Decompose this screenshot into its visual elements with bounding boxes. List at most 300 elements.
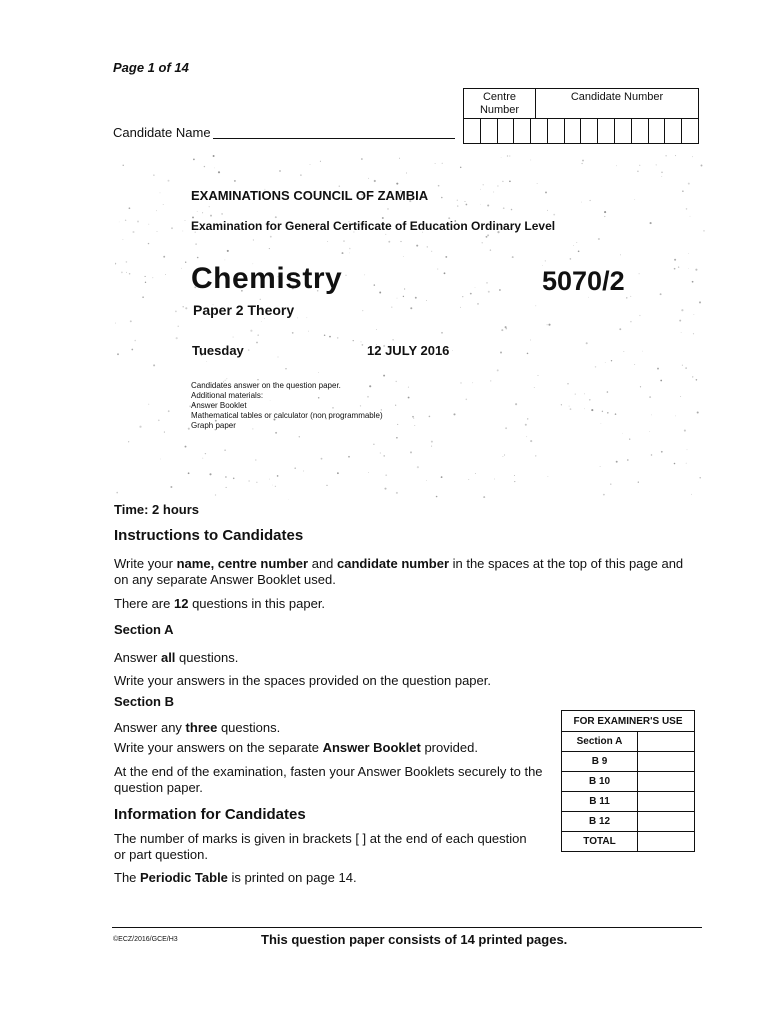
speckle-dot [468,479,469,480]
speckle-dot [387,208,388,209]
speckle-dot [584,394,585,395]
text-run: questions. [217,720,281,735]
section-a-heading: Section A [114,622,174,637]
text-run: questions. [175,650,239,665]
speckle-dot [584,408,585,409]
speckle-dot [308,331,309,332]
speckle-dot [460,167,461,168]
examiner-row-label: TOTAL [562,832,638,852]
speckle-dot [275,486,276,487]
speckle-dot [261,321,262,322]
examiner-row-label: B 11 [562,792,638,812]
examiner-row-label: B 12 [562,812,638,832]
speckle-dot [573,245,574,246]
speckle-dot [629,438,630,439]
speckle-dot [649,396,651,398]
speckle-dot [502,181,503,182]
speckle-dot [570,408,572,410]
speckle-dot [373,444,374,445]
speckle-dot [682,191,683,192]
speckle-dot [303,471,304,472]
speckle-dot [145,276,146,277]
speckle-dot [634,364,635,365]
speckle-dot [441,332,443,334]
speckle-dot [548,324,550,326]
speckle-dot [470,293,472,295]
speckle-dot [264,318,265,319]
speckle-dot [294,467,296,469]
speckle-dot [404,288,405,289]
speckle-dot [130,320,132,322]
examiner-table-title: FOR EXAMINER'S USE [562,711,695,732]
speckle-dot [374,180,376,182]
speckle-dot [576,242,577,243]
speckle-dot [310,164,311,165]
speckle-dot [500,351,502,353]
speckle-dot [488,291,490,293]
speckle-dot [353,340,354,341]
speckle-dot [438,185,440,187]
speckle-dot [692,376,693,377]
speckle-dot [582,160,584,162]
speckle-dot [503,207,505,209]
speckle-dot [548,476,549,477]
speckle-dot [368,178,369,179]
speckle-dot [184,220,185,221]
speckle-dot [545,191,547,193]
speckle-dot [530,440,532,442]
speckle-dot [472,382,473,383]
speckle-dot [176,337,178,339]
speckle-dot [493,192,494,193]
speckle-dot [131,349,133,351]
speckle-dot [610,483,611,484]
bold-run: Answer Booklet [322,740,421,755]
speckle-dot [171,227,173,229]
speckle-dot [129,207,131,209]
speckle-dot [257,334,259,336]
speckle-dot [537,183,538,184]
speckle-dot [426,300,427,301]
materials-line: Answer Booklet [191,401,247,410]
speckle-dot [686,463,687,464]
speckle-dot [227,250,229,252]
speckle-dot [436,496,438,498]
speckle-dot [153,364,155,366]
speckle-dot [121,272,123,274]
speckle-dot [306,317,307,318]
speckle-dot [431,446,432,447]
speckle-dot [530,160,531,161]
bold-run: name, centre number [176,556,309,571]
speckle-dot [692,281,694,283]
exam-level: Examination for General Certificate of Education Ordinary Level [191,219,556,233]
speckle-dot [417,466,419,468]
speckle-dot [595,366,596,367]
speckle-dot [445,256,447,258]
speckle-dot [697,411,699,413]
speckle-dot [429,416,431,418]
examiner-mark-cell [638,812,695,832]
speckle-dot [123,165,124,166]
council-name: EXAMINATIONS COUNCIL OF ZAMBIA [191,188,429,203]
speckle-dot [475,287,476,288]
speckle-dot [403,296,404,297]
speckle-dot [490,380,491,381]
number-cell [565,119,582,143]
speckle-dot [233,478,235,480]
speckle-dot [288,499,289,500]
candidate-number-label: Candidate Number [570,91,664,103]
speckle-dot [385,234,386,235]
speckle-dot [656,164,657,165]
speckle-dot [384,488,386,490]
speckle-dot [415,297,417,299]
speckle-dot [501,157,502,158]
page-label: Page 1 of 14 [113,60,189,75]
speckle-dot [221,213,223,215]
speckle-dot [604,216,605,217]
speckle-dot [642,351,643,352]
speckle-dot [505,427,507,429]
speckle-dot [480,189,481,190]
speckle-dot [156,210,157,211]
speckle-dot [699,477,700,478]
speckle-dot [639,273,640,274]
speckle-dot [649,431,650,432]
text-run: in the spaces at the top of this page and on any separate Answer Booklet used. [114,556,684,587]
examiner-row-label: B 9 [562,752,638,772]
speckle-dot [234,180,236,182]
speckle-dot [507,155,508,156]
speckle-dot [225,260,226,261]
speckle-dot [383,455,385,457]
speckle-dot [324,334,326,336]
speckle-dot [297,317,298,318]
speckle-dot [604,211,606,213]
speckle-dot [623,351,624,352]
speckle-dot [598,238,600,240]
speckle-dot [395,381,396,382]
speckle-dot [321,458,323,460]
speckle-dot [195,243,197,245]
speckle-dot [616,165,617,166]
speckle-dot [318,372,319,373]
speckle-dot [164,432,165,433]
speckle-dot [525,424,527,426]
instructions-heading: Instructions to Candidates [114,527,304,544]
speckle-dot [253,239,254,240]
speckle-dot [661,172,663,174]
speckle-dot [686,208,688,210]
bold-run: Periodic Table [140,870,228,885]
speckle-dot [134,340,136,342]
speckle-dot [115,263,116,265]
materials-line: Graph paper [191,421,236,430]
speckle-dot [480,204,481,205]
speckle-dot [699,301,701,303]
number-cell [682,119,698,143]
speckle-dot [457,205,458,206]
speckle-dot [277,475,279,477]
candidate-name-field [113,125,455,140]
number-cell [514,119,531,143]
speckle-dot [129,273,131,275]
speckle-dot [527,353,529,355]
speckle-dot [327,241,328,242]
speckle-dot [680,396,681,397]
speckle-dot [148,243,149,244]
speckle-dot [607,391,609,393]
speckle-dot [483,496,485,498]
speckle-dot [431,441,433,443]
speckle-dot [512,256,514,258]
speckle-dot [278,357,279,358]
speckle-dot [535,455,536,456]
speckle-dot [209,206,210,207]
examiner-mark-cell [638,752,695,772]
speckle-dot [627,459,629,461]
speckle-dot [515,403,517,405]
speckle-dot [250,330,252,332]
speckle-dot [701,165,703,167]
speckle-dot [188,428,190,430]
speckle-dot [639,165,640,166]
speckle-dot [545,260,546,261]
speckle-dot [570,258,572,260]
speckle-dot [299,436,300,437]
speckle-dot [674,268,676,270]
number-cell [632,119,649,143]
speckle-dot [248,349,250,351]
speckle-dot [482,242,483,243]
speckle-dot [142,296,144,298]
speckle-dot [611,360,612,361]
speckle-dot [691,494,692,495]
speckle-dot [437,269,438,270]
speckle-dot [586,342,588,344]
speckle-dot [361,341,362,342]
time-allowed: Time: 2 hours [114,502,200,517]
speckle-dot [339,185,340,186]
speckle-dot [197,211,198,212]
speckle-dot [345,275,346,276]
speckle-dot [132,231,134,233]
speckle-dot [326,485,327,486]
speckle-dot [119,222,120,223]
speckle-dot [185,446,187,448]
speckle-dot [175,310,177,312]
speckle-dot [499,289,501,291]
speckle-dot [168,180,170,182]
text-run: Answer [114,650,161,665]
speckle-dot [260,299,261,300]
speckle-dot [509,180,511,182]
speckle-dot [509,156,510,157]
number-cell [531,119,548,143]
speckle-dot [466,204,468,206]
speckle-dot [630,321,632,323]
speckle-dot [487,234,489,236]
speckle-dot [460,382,461,383]
speckle-dot [640,386,641,387]
centre-number-label: Centre Number [464,89,536,119]
speckle-dot [320,161,321,162]
speckle-dot [675,155,676,156]
speckle-dot [511,209,513,211]
number-cell [598,119,615,143]
speckle-dot [209,473,211,475]
information-periodic-table [114,870,694,886]
speckle-dot [605,362,606,363]
number-cell [481,119,498,143]
speckle-dot [501,329,503,331]
speckle-dot [197,257,199,259]
speckle-dot [514,475,515,476]
speckle-dot [408,397,410,399]
speckle-dot [349,248,351,250]
speckle-dot [368,472,369,473]
speckle-dot [693,333,694,334]
speckle-dot [160,459,161,460]
speckle-dot [490,249,491,250]
speckle-dot [457,200,458,201]
speckle-dot [168,410,170,412]
examiner-row-label: B 10 [562,772,638,792]
speckle-dot [374,284,375,285]
section-b-heading: Section B [114,694,174,709]
speckle-dot [685,367,686,368]
speckle-dot [688,183,690,185]
speckle-dot [115,322,116,323]
speckle-dot [145,282,146,283]
speckle-dot [483,184,484,185]
speckle-dot [615,413,617,415]
examiner-mark-cell [638,832,695,852]
speckle-dot [413,418,414,419]
speckle-dot [337,337,339,339]
speckle-dot [410,451,412,453]
speckle-dot [600,466,601,467]
speckle-dot [218,171,220,173]
number-cell [665,119,682,143]
speckle-dot [202,458,203,459]
speckle-dot [475,473,476,474]
candidate-id-box [463,88,699,144]
speckle-dot [163,256,165,258]
speckle-dot [256,482,257,483]
speckle-dot [272,485,273,486]
speckle-dot [123,239,124,240]
speckle-dot [379,292,381,294]
speckle-dot [215,494,216,495]
footer-rule [112,927,702,928]
speckle-dot [256,342,258,344]
exam-day: Tuesday [192,343,244,358]
text-run: and [308,556,338,571]
number-cell [615,119,632,143]
speckle-dot [225,476,227,478]
text-run: There are [114,596,174,611]
speckle-dot [397,298,398,299]
materials-line: Mathematical tables or calculator (non programmable) [191,411,383,420]
speckle-dot [182,231,183,232]
speckle-dot [607,412,609,414]
speckle-dot [497,185,498,186]
speckle-dot [255,459,256,460]
speckle-dot [226,378,227,379]
speckle-dot [185,307,187,309]
speckle-dot [620,255,621,256]
speckle-dot [412,416,414,418]
speckle-dot [486,236,488,238]
speckle-dot [502,456,503,457]
speckle-dot [435,163,436,164]
speckle-dot [270,236,272,238]
speckle-dot [684,430,686,432]
speckle-dot [660,380,662,382]
speckle-dot [477,303,478,304]
speckle-dot [148,224,149,225]
speckle-dot [391,307,392,308]
speckle-dot [452,350,453,351]
exam-date: 12 JULY 2016 [367,343,450,358]
speckle-dot [269,248,270,249]
bold-run: 12 [173,596,189,611]
speckle-dot [388,241,390,243]
speckle-dot [487,204,489,206]
speckle-dot [464,201,465,202]
speckle-dot [210,215,212,217]
candidate-name-line [213,138,455,139]
speckle-dot [116,492,118,494]
speckle-dot [688,268,689,269]
speckle-dot [678,266,679,267]
speckle-dot [622,433,623,434]
speckle-dot [506,328,508,330]
speckle-dot [181,268,182,269]
number-cell [548,119,565,143]
speckle-dot [657,368,659,370]
speckle-dot [535,305,536,306]
speckle-dot [527,418,528,419]
speckle-dot [575,394,576,395]
speckle-dot [674,463,676,465]
scan-speckle-texture [115,155,705,500]
speckle-dot [441,476,443,478]
speckle-dot [603,494,605,496]
speckle-dot [567,383,568,384]
speckle-dot [275,432,277,434]
speckle-dot [214,168,215,169]
information-marks: The number of marks is given in brackets [ ] at the end of each question or part question. [114,831,527,862]
speckle-dot [619,328,621,330]
speckle-dot [185,262,186,263]
speckle-dot [431,251,432,252]
speckle-dot [125,220,126,221]
speckle-dot [616,461,618,463]
speckle-dot [170,486,172,488]
candidate-name-label: Candidate Name [113,125,211,140]
speckle-dot [687,450,688,451]
speckle-dot [337,472,339,474]
speckle-dot [165,274,166,275]
speckle-dot [204,166,205,167]
speckle-dot [376,329,377,330]
subject-code: 5070/2 [542,266,625,296]
number-cell [464,119,481,143]
speckle-dot [348,456,350,458]
